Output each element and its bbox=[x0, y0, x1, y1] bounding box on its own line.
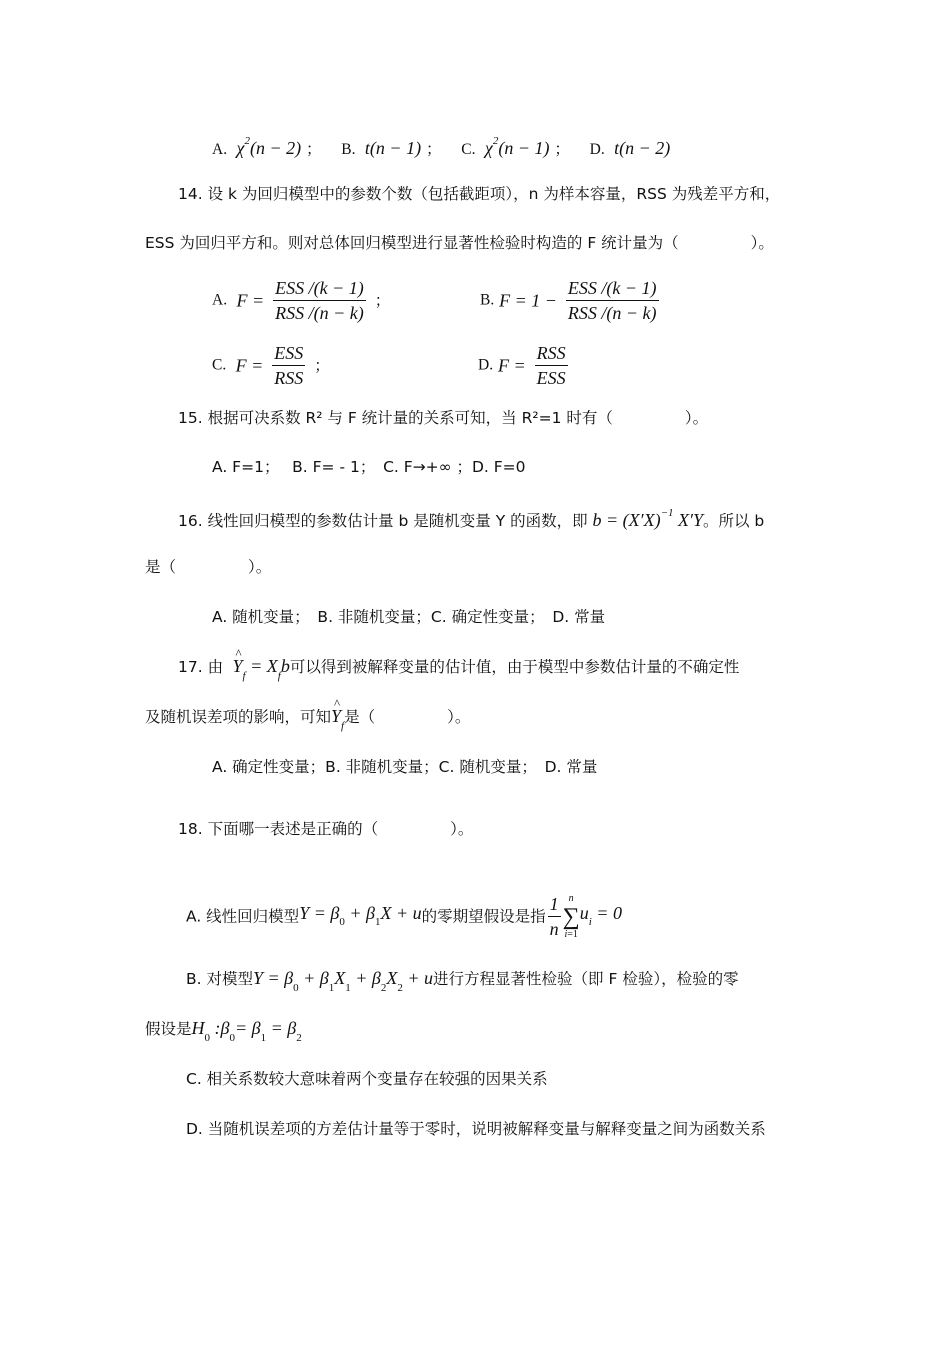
q17-stem-1-a: 17. 由 bbox=[178, 658, 224, 676]
q18-option-d: D. 当随机误差项的方差估计量等于零时，说明被解释变量与解释变量之间为函数关系 bbox=[186, 1120, 766, 1138]
q17-stem-2-end: ）。 bbox=[447, 708, 471, 726]
q17-options: A. 确定性变量；B. 非随机变量；C. 随机变量； D. 常量 bbox=[212, 758, 598, 776]
q14-stem-end: ）。 bbox=[750, 234, 774, 252]
q18-option-c: C. 相关系数较大意味着两个变量存在较强的因果关系 bbox=[186, 1070, 548, 1088]
q14-option-d bbox=[478, 341, 572, 390]
q13-option-c-formula: $\chi^2(n - 1)$ bbox=[480, 135, 550, 158]
q17-stem-1-b: 可以得到被解释变量的估计值，由于模型中参数估计量的不确定性 bbox=[289, 658, 740, 676]
q14-stem-line-2 bbox=[145, 232, 774, 254]
q14-sep-a: ； bbox=[374, 291, 391, 310]
q13-option-c-label: C. bbox=[461, 141, 476, 158]
q18-option-a-sum: n ∑ i=1 bbox=[562, 892, 580, 940]
q18-option-b-text-3: 假设是 bbox=[145, 1020, 192, 1038]
q18-option-a-model: $Y = \beta_0 + \beta_1X + u$ bbox=[299, 902, 422, 929]
q18-option-a-text-1: A. 线性回归模型 bbox=[186, 907, 300, 926]
q13-sep-3: ； bbox=[554, 140, 570, 158]
q18-option-b-line-2 bbox=[145, 1017, 302, 1047]
q14-option-c-fraction: $\frac{\text{ESS}}{\text{RSS}}$ bbox=[274, 343, 304, 388]
q16-stem-line-1 bbox=[178, 505, 764, 532]
q14-option-d-fraction: $\frac{\text{RSS}}{\text{ESS}}$ bbox=[536, 343, 566, 388]
q14-option-b bbox=[480, 276, 663, 325]
q13-option-a-label: A. bbox=[212, 141, 228, 158]
q18-stem-text: 18. 下面哪一表述是正确的（ bbox=[178, 820, 379, 838]
q18-option-b-line-1 bbox=[186, 967, 739, 997]
q17-stem-2-a: 及随机误差项的影响，可知 bbox=[145, 708, 332, 726]
q18-option-a-text-2: 的零期望假设是指 bbox=[421, 907, 546, 926]
q16-stem-2-end: ）。 bbox=[248, 558, 272, 576]
q16-stem-end: 。所以 b bbox=[703, 512, 765, 530]
q18-option-b-model: $Y = \beta_0 + \beta_1X_1 + \beta_2X_2 + u$ bbox=[253, 968, 434, 994]
q18-option-b-hypothesis: $H_0$ $:\beta_0= \beta_1 = \beta_2$ bbox=[191, 1018, 302, 1044]
q17-stem-2-b: 是（ bbox=[344, 708, 376, 726]
q17-formula: ^ $Y_f = X_fb$ bbox=[228, 656, 290, 676]
q14-option-d-label: D. bbox=[478, 356, 494, 374]
q14-option-a bbox=[212, 276, 390, 325]
q18-option-b-text-1: B. 对模型 bbox=[186, 970, 253, 988]
q18-stem bbox=[178, 818, 473, 840]
q14-option-b-fraction: $\frac{\text{ESS /(k − 1)}}{\text{RSS /(n − k)}}$ bbox=[567, 278, 657, 323]
q18-option-a bbox=[186, 892, 622, 941]
q13-option-b-label: B. bbox=[341, 141, 356, 158]
q14-option-a-lhs: F = bbox=[232, 290, 265, 311]
q15-stem-end: ）。 bbox=[684, 409, 709, 427]
q16-options: A. 随机变量； B. 非随机变量；C. 确定性变量； D. 常量 bbox=[212, 608, 606, 626]
q13-options bbox=[212, 133, 670, 161]
q16-stem-text: 16. 线性回归模型的参数估计量 b 是随机变量 Y 的函数，即 bbox=[178, 512, 588, 530]
q15-stem-text: 15. 根据可决系数 R² 与 F 统计量的关系可知，当 R²=1 时有（ bbox=[178, 409, 613, 427]
q14-option-a-label: A. bbox=[212, 291, 228, 309]
q17-stem-line-1 bbox=[178, 655, 739, 685]
q14-option-a-fraction: $\frac{\text{ESS /(k − 1)}}{\text{RSS /(n − k)}}$ bbox=[275, 278, 364, 323]
q16-stem-2: 是（ bbox=[145, 558, 177, 576]
q18-option-a-fraction: $\frac{1}{n}$ bbox=[549, 894, 559, 939]
q13-sep-1: ； bbox=[306, 140, 322, 158]
q18-option-b-text-2: 进行方程显著性检验（即 F 检验），检验的零 bbox=[433, 970, 739, 988]
q13-option-d-label: D. bbox=[589, 141, 605, 158]
q16-formula: $b = (X'X)^{-1}$ X′Y bbox=[592, 507, 703, 530]
q14-sep-c: ； bbox=[314, 356, 330, 375]
q17-stem-line-2 bbox=[145, 705, 470, 735]
q14-option-c-label: C. bbox=[212, 356, 227, 374]
q15-options: A. F=1； B. F= - 1； C. F→+∞ ；D. F=0 bbox=[212, 458, 526, 476]
q18-option-a-sum-term: $u_i = 0$ bbox=[579, 902, 622, 929]
q13-option-a-formula: $\chi^2(n - 2)$ bbox=[232, 135, 302, 158]
q14-option-b-lhs: F = 1 − bbox=[499, 290, 557, 311]
q17-yhat: ^ $Y_f$ bbox=[331, 706, 344, 726]
q14-stem-text: ESS 为回归平方和。则对总体回归模型进行显著性检验时构造的 F 统计量为（ bbox=[145, 234, 679, 252]
q14-option-c-lhs: F = bbox=[231, 355, 264, 376]
q13-option-d-formula: t(n − 2) bbox=[609, 138, 671, 158]
q18-stem-end: ）。 bbox=[450, 820, 474, 838]
q15-stem bbox=[178, 407, 708, 429]
q14-stem-line-1: 14. 设 k 为回归模型中的参数个数（包括截距项），n 为样本容量，RSS 为残差平方和， bbox=[178, 185, 781, 203]
q13-sep-2: ； bbox=[426, 140, 442, 158]
q14-option-d-lhs: F = bbox=[498, 355, 526, 376]
q13-option-b-formula: t(n − 1) bbox=[360, 138, 422, 158]
q14-option-b-label: B. bbox=[480, 291, 495, 309]
q16-stem-line-2 bbox=[145, 556, 271, 578]
q14-option-c bbox=[212, 341, 330, 390]
